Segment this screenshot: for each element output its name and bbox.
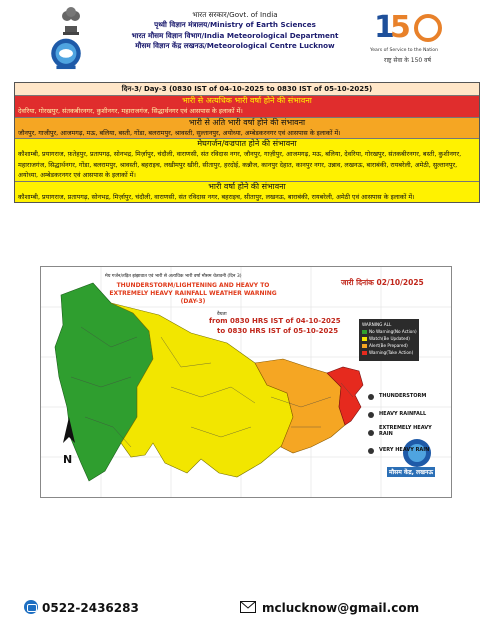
imd-logo-icon [44, 36, 88, 76]
footer-email[interactable]: mclucknow@gmail.com [262, 601, 420, 615]
footer-phone[interactable]: 0522-2436283 [42, 601, 139, 615]
validity-from: from 0830 HRS IST of 04-10-2025 [209, 317, 341, 325]
legend-heading: WARNING ALL [362, 322, 392, 327]
phone-icon [24, 600, 38, 614]
office-label: मौसम केंद्र, लखनऊ [389, 469, 434, 476]
warning-table [14, 82, 480, 203]
day-title: दिन-3/ Day-3 (0830 IST of 04-10-2025 to 0830 IST of 05-10-2025) [15, 83, 479, 95]
north-label: N [63, 453, 73, 466]
legend-item: Watch(Be Updated) [362, 335, 416, 342]
thunderstorm-symbol-label: THUNDERSTORM [379, 393, 427, 399]
warning-section-red [15, 95, 479, 117]
imd-150-years-logo: 1 5 Years of Service to the Nation राष्ट्र सेवा के 150 वर्ष [372, 8, 456, 78]
logo-tagline: Years of Service to the Nation [370, 48, 439, 53]
extremely-heavy-symbol-label: EXTREMELY HEAVY RAIN [379, 425, 432, 437]
ministry-line: पृथ्वी विज्ञान मंत्रालय/Ministry of Earth Sciences [154, 20, 316, 30]
section-heading: भारी से अति भारी वर्षा होने की संभावना [188, 117, 306, 127]
header-text [105, 10, 365, 52]
govt-line: भारत सरकार/Govt. of India [192, 10, 278, 19]
map-title-hindi: मेघ गर्जन/तड़ित झंझावात एवं भारी से अत्यधिक भारी वर्षा मौसम चेतावनी (दिन 3) [105, 274, 242, 279]
section-heading: भारी से अत्यधिक भारी वर्षा होने की संभावना [182, 96, 312, 105]
section-districts: कौशाम्बी, प्रयागराज, प्रतापगढ़, सोनभद्र, मिर्ज़ापुर, चंदौली, वाराणसी, संत रविदास नगर, बहराइच, सीतापुर, लखनऊ, बाराबंकी, रायबरेली, अमेठी एवं आसपास के इलाकों में। [18, 192, 415, 201]
department-line: भारत मौसम विज्ञान विभाग/India Meteorological Department [131, 30, 339, 40]
letterhead [0, 0, 494, 80]
logo-hindi-tagline: राष्ट्र सेवा के 150 वर्ष [384, 57, 431, 64]
legend-item: Alert(Be Prepared) [362, 342, 416, 349]
validity-label: वैधता [217, 312, 227, 317]
section-districts: जौनपुर, गाजीपुर, आजमगढ़, मऊ, बलिया, बस्ती, गोंडा, बलरामपुर, श्रावस्ती, सुल्तानपुर, अयोध्या, अम्बेडकरनगर एवं आसपास के इलाकों में। [18, 128, 341, 137]
section-districts: कौशाम्बी, प्रयागराज, फ़तेहपुर, प्रतापगढ़, सोनभद्र, मिर्ज़ापुर, चंदौली, वाराणसी, संत रविदास नगर, जौनपुर, गाज़ीपुर, आजमगढ़, मऊ, बलिया, देवरिया, गोरखपुर, संतकबीरनगर, बस्ती, कुशीनगर, महाराजगंज, सिद्धार्थनगर, गोंडा, बलरामपुर, श्रावस्ती, बहराइच, लखीमपुर खीरी, सीतापुर, हरदोई, कन्नौज, कानपुर देहात, कानपुर नगर, उन्नाव, लखनऊ, बाराबंकी, रायबरेली, अमेठी, सुल्तानपुर, अयोध्या, अम्बेडकरनगर एवं आसपास के इलाकों में। [18, 150, 462, 179]
map-title-english: THUNDERSTORM/LIGHTENING AND HEAVY TO EXTREMELY HEAVY RAINFALL WEATHER WARNING (DAY-3) [109, 282, 277, 305]
ring-icon [414, 14, 442, 42]
warning-section-yellow-thunder [15, 138, 479, 181]
map-legend [359, 319, 419, 361]
very-heavy-symbol-label: VERY HEAVY RAIN [379, 447, 430, 453]
heavy-rainfall-symbol-label: HEAVY RAINFALL [379, 411, 427, 417]
warning-map [40, 266, 452, 498]
section-heading: भारी वर्षा होने की संभावना [208, 181, 286, 191]
centre-line: मौसम विज्ञान केंद्र लखनऊ/Meteorological Centre Lucknow [135, 41, 335, 51]
warning-section-orange [15, 117, 479, 139]
validity-to: to 0830 HRS IST of 05-10-2025 [217, 327, 339, 335]
warning-section-yellow-rain [15, 181, 479, 203]
email-icon [240, 600, 256, 614]
section-heading: मेघगर्जन/वज्रपात होने की संभावना [197, 139, 297, 148]
issue-date: जारी दिनांक 02/10/2025 [341, 278, 424, 287]
section-districts: देवरिया, गोरखपुर, संतकबीरनगर, कुशीनगर, महाराजगंज, सिद्धार्थनगर एवं आसपास के इलाकों में। [18, 107, 243, 115]
legend-item: No Warning(No Action) [362, 328, 416, 335]
legend-item: Warning(Take Action) [362, 349, 416, 356]
